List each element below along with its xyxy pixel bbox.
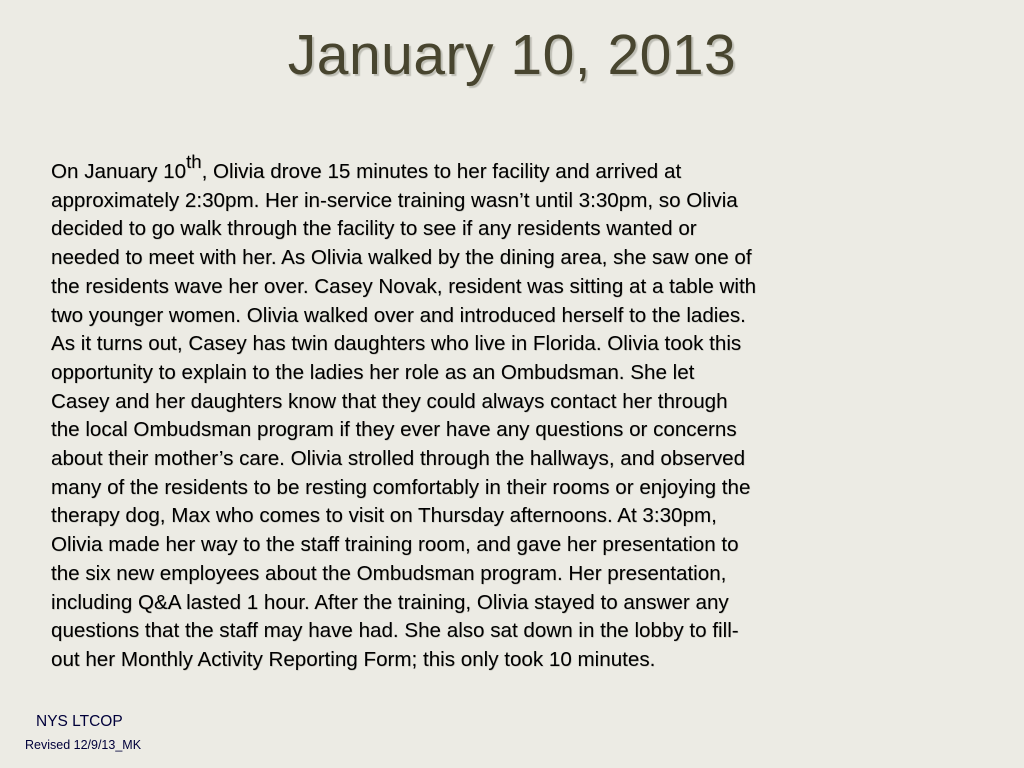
narrative-line: the six new employees about the Ombudsman program. Her presentation, xyxy=(51,561,727,585)
narrative-line xyxy=(51,150,881,187)
narrative-line: Casey and her daughters know that they could always contact her through xyxy=(51,389,728,413)
narrative-line: out her Monthly Activity Reporting Form; this only took 10 minutes. xyxy=(51,647,656,671)
narrative-line: about their mother’s care. Olivia strolled through the hallways, and observed xyxy=(51,447,746,471)
footer-organization: NYS LTCOP xyxy=(36,713,123,730)
narrative-line: needed to meet with her. As Olivia walked by the dining area, she saw one of xyxy=(51,246,752,270)
narrative-line: two younger women. Olivia walked over and introduced herself to the ladies. xyxy=(51,303,746,327)
narrative-line: many of the residents to be resting comfortably in their rooms or enjoying the xyxy=(51,475,751,499)
narrative-line: the residents wave her over. Casey Novak, resident was sitting at a table with xyxy=(51,274,757,298)
narrative-line: the local Ombudsman program if they ever have any questions or concerns xyxy=(51,418,737,442)
narrative-line: approximately 2:30pm. Her in-service training wasn’t until 3:30pm, so Olivia xyxy=(51,188,738,212)
narrative-line: questions that the staff may have had. She also sat down in the lobby to fill- xyxy=(51,619,739,643)
slide-title: January 10, 2013 xyxy=(287,23,737,87)
narrative-line: As it turns out, Casey has twin daughters who live in Florida. Olivia took this xyxy=(51,332,742,356)
narrative-line: including Q&A lasted 1 hour. After the training, Olivia stayed to answer any xyxy=(51,590,729,614)
narrative-line-text: On January 10 xyxy=(51,160,187,183)
narrative-line: decided to go walk through the facility to see if any residents wanted or xyxy=(51,217,697,241)
narrative-line-text: , Olivia drove 15 minutes to her facility and arrived at xyxy=(201,160,682,183)
narrative-line: opportunity to explain to the ladies her role as an Ombudsman. She let xyxy=(51,360,695,384)
narrative-line: Olivia made her way to the staff training room, and gave her presentation to xyxy=(51,533,739,557)
narrative-line: therapy dog, Max who comes to visit on Thursday afternoons. At 3:30pm, xyxy=(51,504,717,528)
footer-revision: Revised 12/9/13_MK xyxy=(25,738,142,752)
ordinal-suffix: th xyxy=(186,150,202,172)
narrative-text xyxy=(51,150,881,675)
